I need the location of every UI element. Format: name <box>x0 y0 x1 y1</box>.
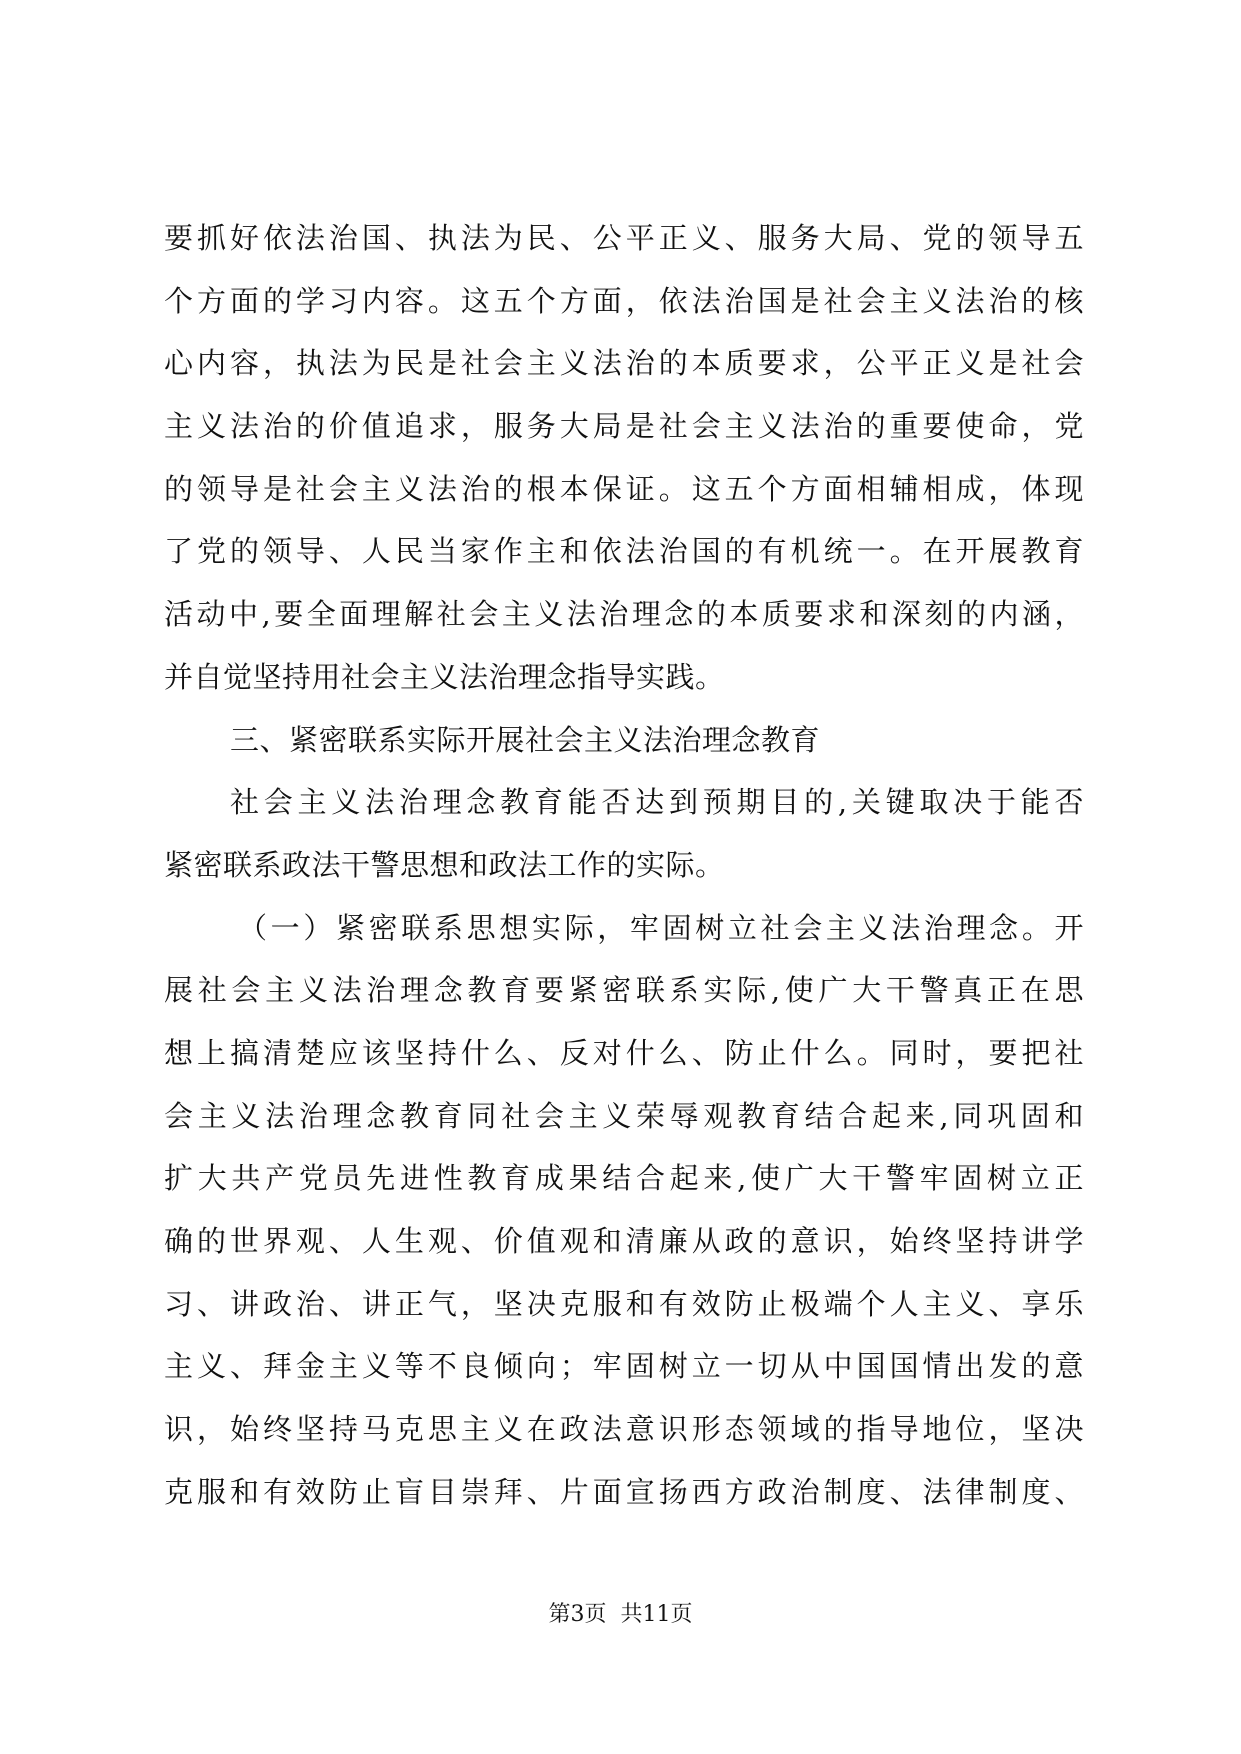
text-line: 社会主义法治理念教育能否达到预期目的,关键取决于能否 <box>230 785 1084 820</box>
text-line: 并自觉坚持用社会主义法治理念指导实践。 <box>164 659 725 694</box>
text-line: 识，始终坚持马克思主义在政法意识形态领域的指导地位，坚决 <box>164 1412 1084 1447</box>
page-number-label: 第3页 共11页 <box>548 1602 693 1627</box>
text-line: 要抓好依法治国、执法为民、公平正义、服务大局、党的领导五 <box>164 221 1084 255</box>
text-line: 会主义法治理念教育同社会主义荣辱观教育结合起来,同巩固和 <box>164 1098 1084 1133</box>
text-line: 心内容，执法为民是社会主义法治的本质要求，公平正义是社会 <box>164 346 1084 381</box>
text-line: 了党的领导、人民当家作主和依法治国的有机统一。在开展教育 <box>164 534 1084 569</box>
text-line: 个方面的学习内容。这五个方面，依法治国是社会主义法治的核 <box>164 283 1084 318</box>
text-line: 主义法治的价值追求，服务大局是社会主义法治的重要使命，党 <box>164 409 1084 444</box>
text-line: （一）紧密联系思想实际，牢固树立社会主义法治理念。开 <box>238 910 1084 945</box>
text-line: 习、讲政治、讲正气，坚决克服和有效防止极端个人主义、享乐 <box>164 1286 1084 1321</box>
text-line: 主义、拜金主义等不良倾向；牢固树立一切从中国国情出发的意 <box>164 1349 1084 1384</box>
text-line: 确的世界观、人生观、价值观和清廉从政的意识，始终坚持讲学 <box>164 1224 1084 1258</box>
text-line: 想上搞清楚应该坚持什么、反对什么、防止什么。同时，要把社 <box>164 1035 1084 1070</box>
text-line: 克服和有效防止盲目崇拜、片面宣扬西方政治制度、法律制度、 <box>164 1474 1084 1509</box>
text-line: 紧密联系政法干警思想和政法工作的实际。 <box>164 847 725 882</box>
document-body <box>164 207 1084 1523</box>
text-line: 的领导是社会主义法治的根本保证。这五个方面相辅相成，体现 <box>164 471 1084 506</box>
text-line: 扩大共产党员先进性教育成果结合起来,使广大干警牢固树立正 <box>164 1161 1084 1196</box>
text-line: 展社会主义法治理念教育要紧密联系实际,使广大干警真正在思 <box>164 973 1084 1008</box>
text-line: 三、紧密联系实际开展社会主义法治理念教育 <box>230 722 821 757</box>
text-line: 活动中,要全面理解社会主义法治理念的本质要求和深刻的内涵， <box>164 597 1084 632</box>
page-footer <box>0 1600 1241 1630</box>
